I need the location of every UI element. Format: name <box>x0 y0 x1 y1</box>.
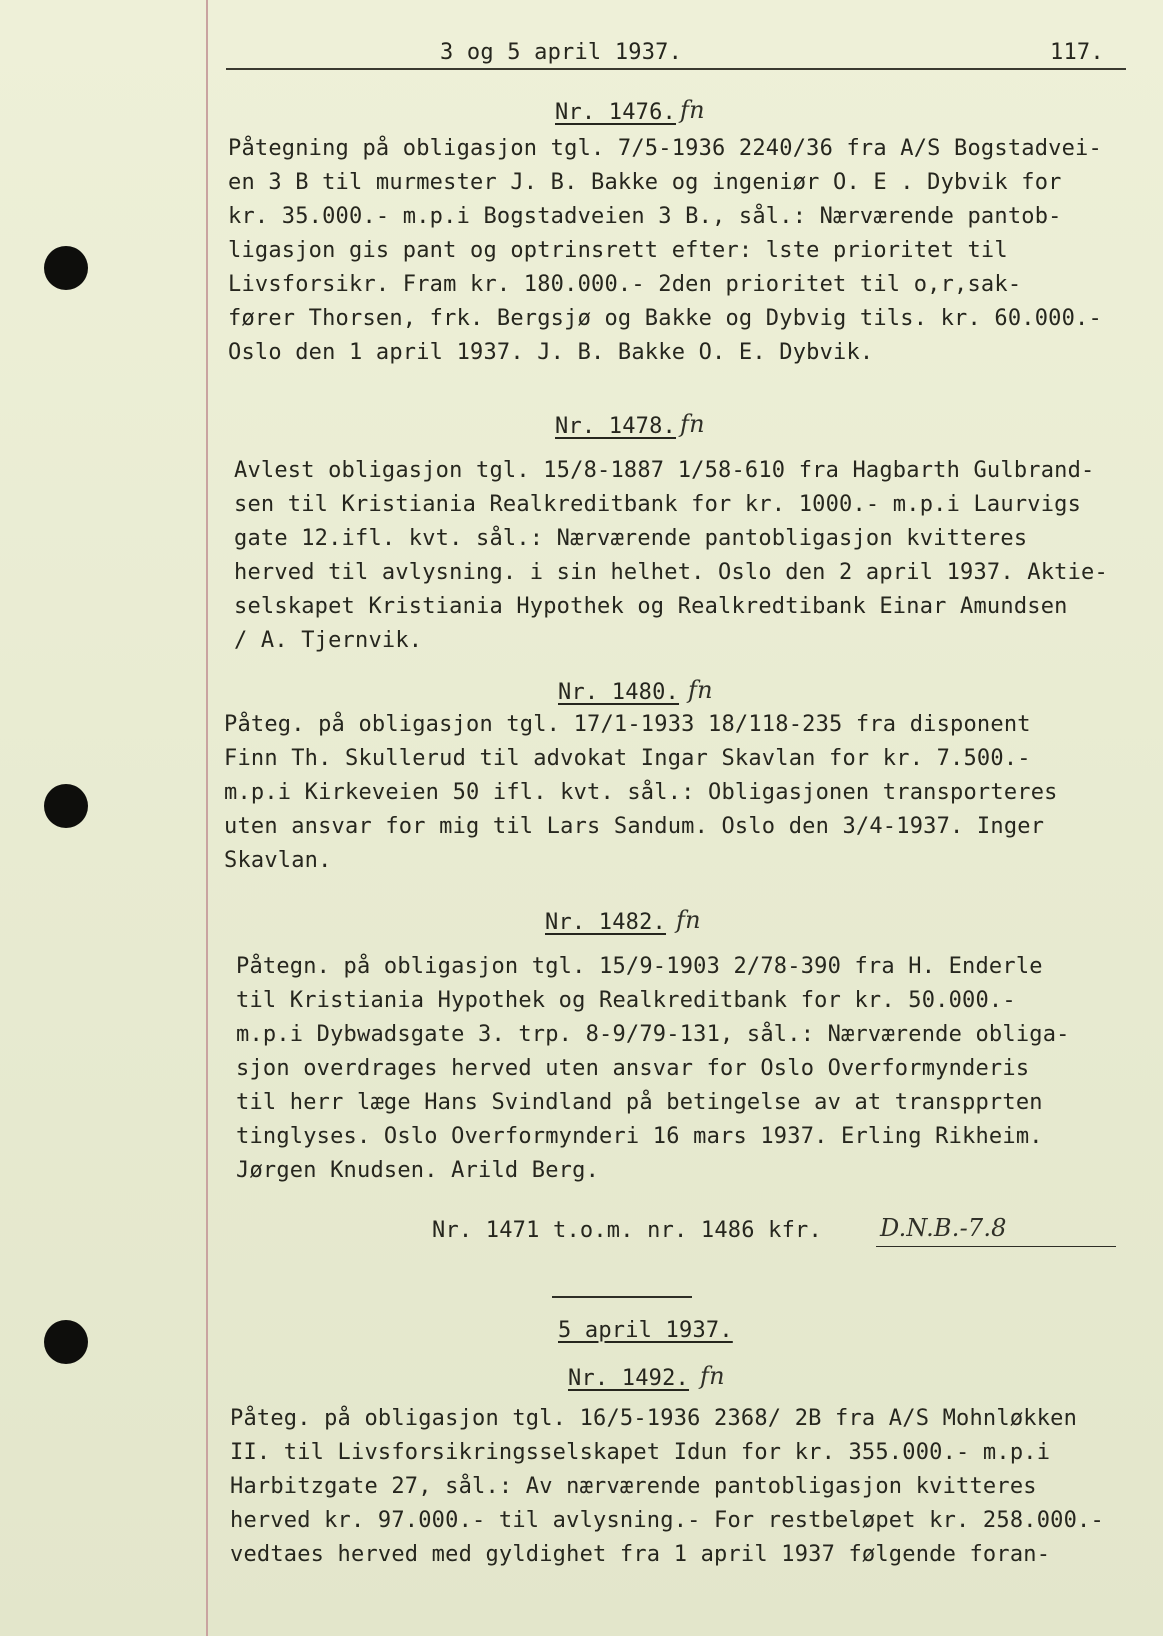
header-date-month-year: april 1937. <box>534 40 683 65</box>
entry-line: Oslo den 1 april 1937. J. B. Bakke O. E. Dybvik. <box>228 340 874 365</box>
reference-line: Nr. 1471 t.o.m. nr. 1486 kfr. <box>432 1218 822 1243</box>
header-date-day: 3 <box>440 40 454 65</box>
binder-hole-bottom <box>44 1320 88 1364</box>
handwritten-mark: fn <box>680 410 705 438</box>
entry-number: Nr. 1492. <box>568 1366 690 1391</box>
binder-hole-middle <box>44 784 88 828</box>
entry-line: fører Thorsen, frk. Bergsjø og Bakke og Dybvig tils. kr. 60.000.- <box>228 306 1102 331</box>
handwritten-reference: D.N.B.-7.8 <box>880 1214 1007 1242</box>
entry-number: Nr. 1478. <box>555 414 677 439</box>
entry-line: herved kr. 97.000.- til avlysning.- For restbeløpet kr. 258.000.- <box>230 1508 1104 1533</box>
entry-line: / A. Tjernvik. <box>234 628 423 653</box>
header-date-og: og <box>466 40 494 65</box>
handwritten-mark: fn <box>676 906 701 934</box>
entry-line: herved til avlysning. i sin helhet. Oslo den 2 april 1937. Aktie- <box>234 560 1108 585</box>
entry-line: sjon overdrages herved uten ansvar for Oslo Overformynderis <box>236 1056 1030 1081</box>
entry-line: til Kristiania Hypothek og Realkreditbank for kr. 50.000.- <box>236 988 1016 1013</box>
entry-line: Avlest obligasjon tgl. 15/8-1887 1/58-610 fra Hagbarth Gulbrand- <box>234 458 1095 483</box>
handwritten-mark: fn <box>700 1362 725 1390</box>
entry-line: uten ansvar for mig til Lars Sandum. Oslo den 3/4-1937. Inger <box>224 814 1045 839</box>
header-rule <box>226 68 1126 70</box>
header-date <box>440 40 682 65</box>
entry-line: sen til Kristiania Realkreditbank for kr. 1000.- m.p.i Laurvigs <box>234 492 1082 517</box>
handwritten-mark: fn <box>688 676 713 704</box>
handwritten-reference-underline <box>876 1246 1116 1247</box>
entry-line: gate 12.ifl. kvt. sål.: Nærværende pantobligasjon kvitteres <box>234 526 1028 551</box>
entry-line: til herr læge Hans Svindland på betingelse av at transpprten <box>236 1090 1043 1115</box>
entry-line: Finn Th. Skullerud til advokat Ingar Skavlan for kr. 7.500.- <box>224 746 1031 771</box>
entry-line: Livsforsikr. Fram kr. 180.000.- 2den prioritet til o,r,sak- <box>228 272 1022 297</box>
entry-line: Skavlan. <box>224 848 332 873</box>
entry-line: kr. 35.000.- m.p.i Bogstadveien 3 B., sål.: Nærværende pantob- <box>228 204 1062 229</box>
entry-line: m.p.i Kirkeveien 50 ifl. kvt. sål.: Obligasjonen transporteres <box>224 780 1058 805</box>
entry-line: tinglyses. Oslo Overformynderi 16 mars 1937. Erling Rikheim. <box>236 1124 1043 1149</box>
entry-line: Påtegn. på obligasjon tgl. 15/9-1903 2/78-390 fra H. Enderle <box>236 954 1043 979</box>
page-number: 117. <box>1050 40 1104 65</box>
section-date: 5 april 1937. <box>558 1318 733 1343</box>
handwritten-mark: fn <box>680 96 705 124</box>
entry-line: Påtegning på obligasjon tgl. 7/5-1936 2240/36 fra A/S Bogstadvei- <box>228 136 1102 161</box>
entry-line: Påteg. på obligasjon tgl. 16/5-1936 2368/ 2B fra A/S Mohnløkken <box>230 1406 1078 1431</box>
entry-line: en 3 B til murmester J. B. Bakke og ingeniør O. E . Dybvik for <box>228 170 1062 195</box>
section-divider <box>552 1296 692 1298</box>
entry-line: vedtaes herved med gyldighet fra 1 april 1937 følgende foran- <box>230 1542 1051 1567</box>
header-date-day2: 5 <box>507 40 521 65</box>
entry-line: Harbitzgate 27, sål.: Av nærværende pantobligasjon kvitteres <box>230 1474 1037 1499</box>
entry-line: II. til Livsforsikringsselskapet Idun for kr. 355.000.- m.p.i <box>230 1440 1051 1465</box>
entry-number: Nr. 1476. <box>555 100 677 125</box>
entry-line: ligasjon gis pant og optrinsrett efter: lste prioritet til <box>228 238 1008 263</box>
entry-line: Jørgen Knudsen. Arild Berg. <box>236 1158 600 1183</box>
entry-line: selskapet Kristiania Hypothek og Realkredtibank Einar Amundsen <box>234 594 1068 619</box>
binder-hole-top <box>44 246 88 290</box>
entry-number: Nr. 1482. <box>545 910 667 935</box>
entry-line: Påteg. på obligasjon tgl. 17/1-1933 18/118-235 fra disponent <box>224 712 1031 737</box>
entry-number: Nr. 1480. <box>558 680 680 705</box>
margin-rule <box>206 0 208 1636</box>
entry-line: m.p.i Dybwadsgate 3. trp. 8-9/79-131, sål.: Nærværende obliga- <box>236 1022 1070 1047</box>
